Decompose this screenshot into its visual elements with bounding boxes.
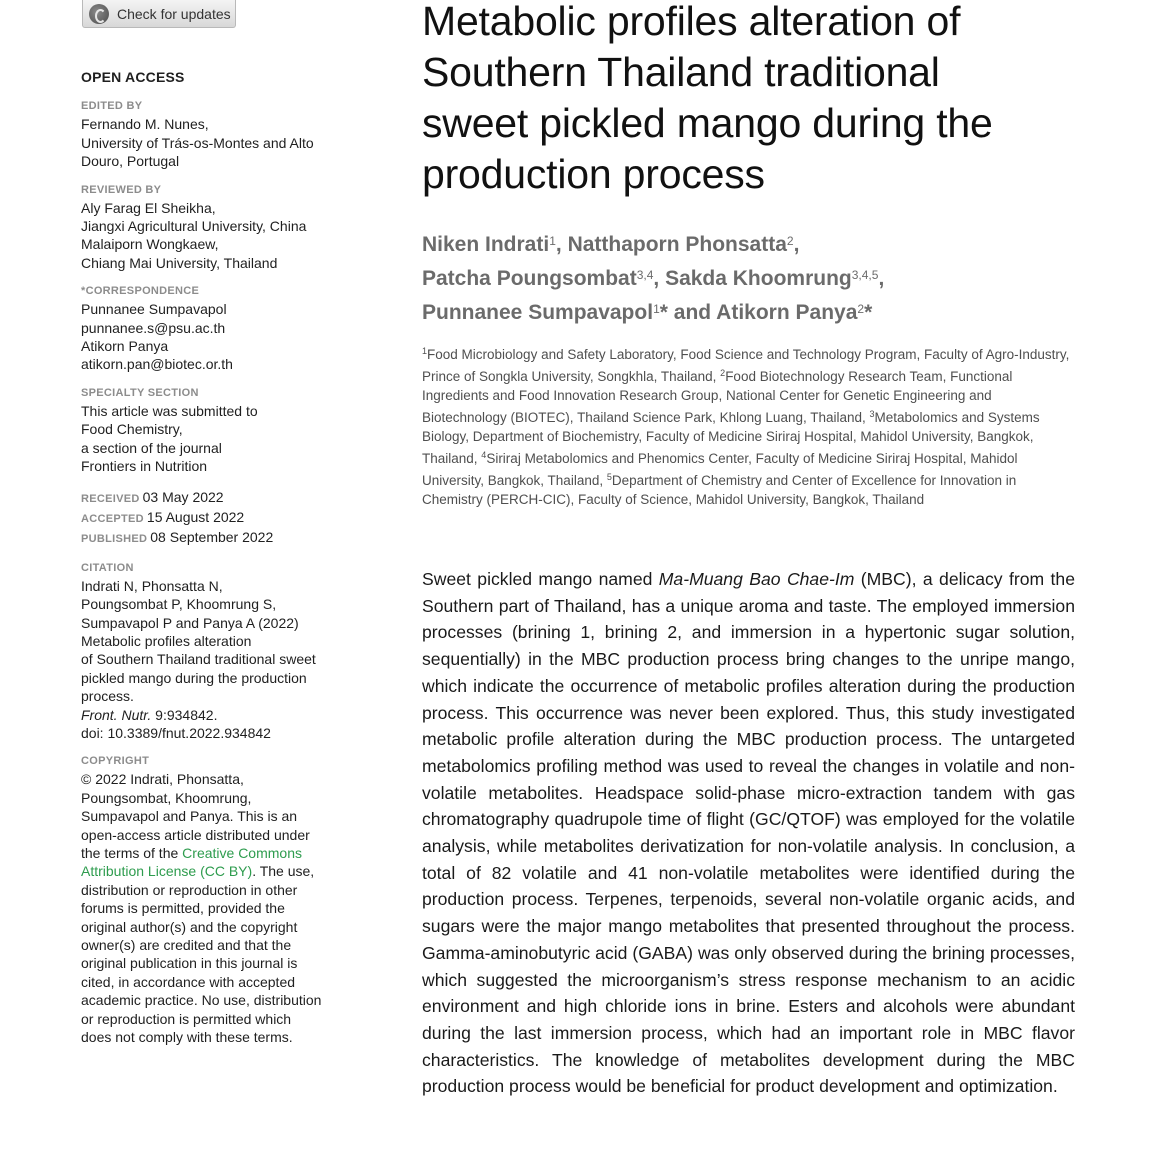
author-affiliation-ref: 1 (549, 234, 556, 248)
affiliation-number: 4 (481, 450, 487, 461)
citation-journal-row (81, 706, 343, 724)
copyright-line: open-access article distributed under (81, 826, 310, 843)
author-name[interactable]: Patcha Poungsombat (422, 267, 637, 290)
author-name[interactable]: Natthaporn Phonsatta (567, 233, 787, 256)
specialty-line: a section of the journal (81, 439, 222, 456)
affiliation-text: Food Biotechnology Research Team, Functional Ingredients and Food Innovation Research Group, National Center for Genetic Engineering and Biotechnology (BIOTEC), Thailand Science Park, Khlong Luang, Thailand, (422, 369, 1013, 426)
title-line: sweet pickled mango during the (422, 100, 993, 146)
check-for-updates-button[interactable] (82, 0, 236, 28)
author-name[interactable]: Sakda Khoomrung (665, 267, 852, 290)
copyright-line: academic practice. No use, distribution (81, 992, 322, 1009)
edited-by-section (81, 99, 343, 170)
specialty-section-label: SPECIALTY SECTION (81, 386, 199, 399)
affiliation-text: Siriraj Metabolomics and Phenomics Center, Faculty of Medicine Siriraj Hospital, Mahidol University, Bangkok, Thailand, (422, 451, 1018, 489)
copyright-line: Sumpavapol and Panya. This is an (81, 808, 298, 825)
cc-license-link[interactable]: Attribution License (CC BY) (81, 863, 253, 880)
specialty-line: Food Chemistry, (81, 421, 183, 438)
citation-line: Metabolic profiles alteration (81, 632, 252, 649)
copyright-line: original publication in this journal is (81, 955, 298, 972)
affiliation-number: 3 (869, 409, 875, 420)
correspondence-label: *CORRESPONDENCE (81, 285, 200, 298)
edited-by-label: EDITED BY (81, 100, 143, 113)
copyright-line: distribution or reproduction in other (81, 881, 298, 898)
abstract-italic-term: Ma-Muang Bao Chae-Im (658, 569, 855, 589)
reviewer-line: Malaiporn Wongkaew, (81, 236, 219, 253)
affiliation-text: Department of Chemistry and Center of Excellence for Innovation in Chemistry (PERCH-CIC), Faculty of Science, Mahidol University, Bangkok, Thailand (422, 473, 1017, 507)
published-date: 08 September 2022 (150, 529, 274, 546)
author-list (422, 226, 1076, 328)
affiliation-number: 5 (606, 472, 612, 483)
accepted-date-row (81, 508, 343, 528)
correspondent-name: Punnanee Sumpavapol (81, 301, 227, 318)
received-date: 03 May 2022 (142, 488, 224, 505)
copyright-line: does not comply with these terms. (81, 1029, 293, 1046)
received-date-row (81, 488, 343, 508)
affiliation-text: Food Microbiology and Safety Laboratory, Food Science and Technology Program, Faculty of Agro-Industry, Prince of Songkla University, Songkhla, Thailand, (422, 347, 1070, 385)
copyright-line: © 2022 Indrati, Phonsatta, (81, 771, 244, 788)
abstract-text: Sweet pickled mango named (422, 569, 659, 589)
article-sidebar (81, 68, 343, 1058)
check-for-updates-label: Check for updates (117, 5, 231, 22)
correspondent-email-link[interactable]: punnanee.s@psu.ac.th (81, 319, 226, 336)
specialty-section (81, 386, 343, 476)
author-affiliation-ref: 2 (857, 302, 865, 316)
author-affiliation-ref: 3,4,5 (851, 268, 879, 282)
title-line: Southern Thailand traditional (422, 49, 940, 95)
citation-line: of Southern Thailand traditional sweet (81, 651, 316, 668)
author-name[interactable]: Punnanee Sumpavapol (422, 301, 654, 324)
accepted-date: 15 August 2022 (146, 508, 245, 525)
open-access-label: OPEN ACCESS (81, 69, 185, 85)
author-name[interactable]: Niken Indrati (422, 233, 550, 256)
correspondent-email-link[interactable]: atikorn.pan@biotec.or.th (81, 356, 233, 373)
citation-doi[interactable]: doi: 10.3389/fnut.2022.934842 (81, 724, 271, 741)
citation-line: pickled mango during the production (81, 669, 307, 686)
citation-section (81, 561, 343, 743)
published-date-row (81, 528, 343, 548)
abstract (422, 566, 1075, 1100)
citation-line: Sumpavapol P and Panya A (2022) (81, 614, 299, 631)
affiliation-number: 1 (422, 346, 428, 356)
author-line: Patcha Poungsombat$^{3,4}$, Sakda Khoomrung$^{3,4,5}$, (422, 267, 885, 290)
citation-line: process. (81, 688, 134, 705)
reviewer-line: Aly Farag El Sheikha, (81, 199, 216, 216)
published-label: PUBLISHED (81, 533, 148, 546)
specialty-line: Frontiers in Nutrition (81, 458, 208, 475)
copyright-after-link: . The use, (252, 863, 315, 880)
author-affiliation-ref: 1 (653, 302, 660, 316)
refresh-icon (89, 4, 109, 24)
dates-section (81, 488, 343, 549)
correspondence-section (81, 284, 343, 374)
copyright-terms-prefix: the terms of the (81, 845, 183, 861)
copyright-license-row (81, 844, 343, 862)
editor-line: University of Trás-os-Montes and Alto (81, 134, 314, 151)
author-line: Niken Indrati$^1$, Natthaporn Phonsatta$^2$, (422, 233, 800, 256)
reviewed-by-section (81, 183, 343, 273)
copyright-license-row (81, 862, 343, 880)
article-title (422, 0, 1076, 200)
copyright-label: COPYRIGHT (81, 755, 150, 768)
abstract-text: (MBC), a delicacy from the Southern part of Thailand, has a unique aroma and taste. The employed immersion processes (brining 1, brining 2, and immersion in a hypertonic sugar solution, sequentially) in the MBC production process bring changes to the unripe mango, which indicate the occurrence of metabolic profiles alteration during the production process. This occurrence was never been explored. Thus, this study investigated metabolic profile alteration during the MBC production process. The untargeted metabolomics profiling method was used to reveal the changes in volatile and non-volatile metabolites. Headspace solid-phase micro-extraction tandem with gas chromatography quadrupole time of flight (GC/QTOF) was employed for the volatile analysis, while metabolites derivatization for non-volatile analysis. In conclusion, a total of 82 volatile and 41 non-volatile metabolites were identified during the production process. Terpenes, terpenoids, several non-volatile organic acids, and sugars were the major mango metabolites that presented throughout the process. Gamma-aminobutyric acid (GABA) was only observed during the brining processes, which suggested the microorganism’s stress response mechanism to an acidic environment and high chloride ions in brine. Esters and alcohols were abundant during the last immersion process, which had an important role in MBC flavor characteristics. The knowledge of metabolites development during the MBC production process would be beneficial for product development and optimization. (422, 569, 1075, 1097)
copyright-line: Poungsombat, Khoomrung, (81, 789, 252, 806)
copyright-section (81, 754, 343, 1046)
citation-journal: Front. Nutr. (81, 706, 152, 723)
author-conjunction: and (673, 301, 712, 324)
correspondent-name: Atikorn Panya (81, 338, 169, 355)
title-line: production process (422, 151, 765, 197)
received-label: RECEIVED (81, 492, 140, 505)
accepted-label: ACCEPTED (81, 512, 144, 525)
editor-line: Douro, Portugal (81, 153, 180, 170)
specialty-line: This article was submitted to (81, 402, 258, 419)
copyright-line: owner(s) are credited and that the (81, 937, 292, 954)
reviewer-line: Chiang Mai University, Thailand (81, 254, 278, 271)
citation-label: CITATION (81, 561, 134, 574)
copyright-line: cited, in accordance with accepted (81, 973, 296, 990)
author-name[interactable]: Atikorn Panya (716, 301, 858, 324)
citation-line: Poungsombat P, Khoomrung S, (81, 596, 277, 613)
reviewer-line: Jiangxi Agricultural University, China (81, 218, 307, 235)
title-line: Metabolic profiles alteration of (422, 0, 961, 44)
author-affiliation-ref: 3,4 (636, 268, 654, 282)
affiliations (422, 342, 1070, 509)
editor-line: Fernando M. Nunes, (81, 116, 209, 133)
affiliation-number: 2 (720, 368, 726, 379)
copyright-line: original author(s) and the copyright (81, 918, 298, 935)
cc-license-link[interactable]: Creative Commons (182, 845, 302, 861)
citation-volume: 9:934842. (155, 706, 218, 723)
author-line: Punnanee Sumpavapol$^1$* and Atikorn Panya$^2$* (422, 301, 873, 324)
author-affiliation-ref: 2 (786, 234, 794, 248)
copyright-line: forums is permitted, provided the (81, 900, 285, 917)
citation-line: Indrati N, Phonsatta N, (81, 577, 223, 594)
copyright-line: or reproduction is permitted which (81, 1010, 292, 1027)
reviewed-by-label: REVIEWED BY (81, 183, 162, 196)
article-header (422, 0, 1076, 509)
affiliation-text: Metabolomics and Systems Biology, Department of Biochemistry, Faculty of Medicine Siriraj Hospital, Mahidol University, Bangkok, Thailand, (422, 410, 1040, 467)
